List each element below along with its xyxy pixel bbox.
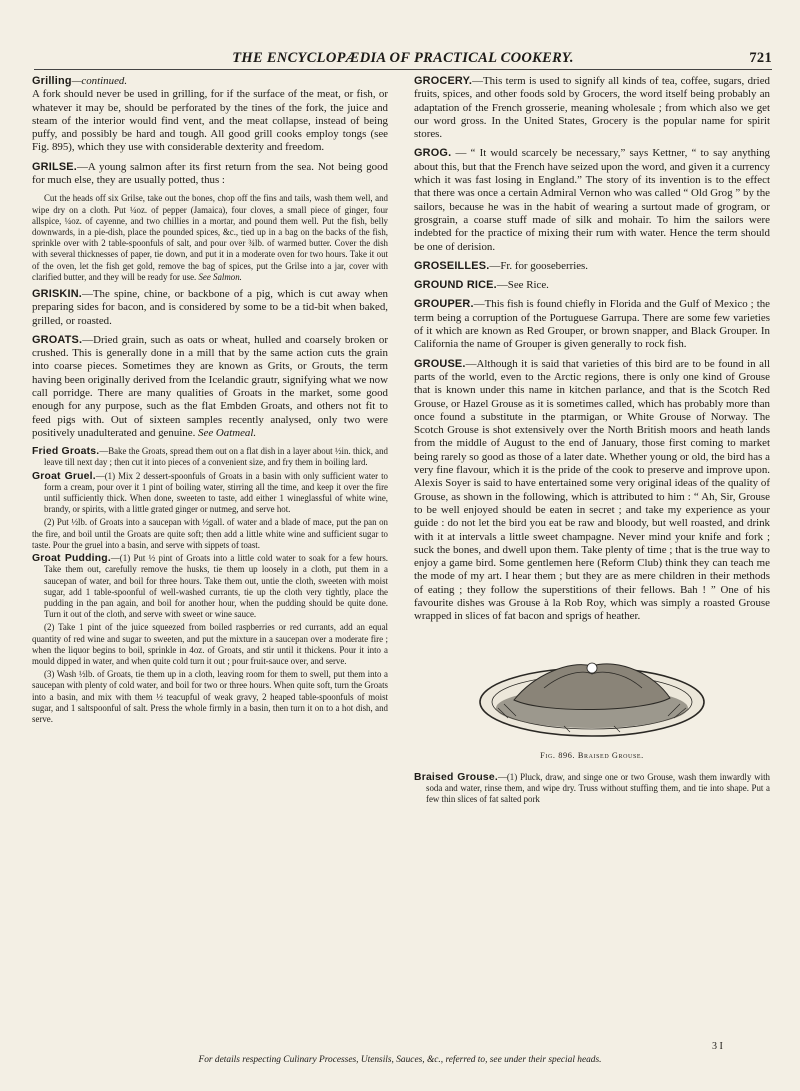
page-number: 721 — [749, 50, 772, 66]
braised-grouse-engraving — [474, 630, 710, 748]
recipe-braised-grouse: Braised Grouse.—(1) Pluck, draw, and singe one or two Grouse, wash them inwardly with soda and water, rinse them, and wipe dry. Truss without stuffing them, and tie into shape. Put a few thin slices of fat salted pork — [414, 771, 770, 805]
heading-griskin: GRISKIN. — [32, 288, 83, 300]
entry-grouper: GROUPER.—This fish is found chiefly in Florida and the Gulf of Mexico ; the term being a corruption of the Portuguese Garrupa. There are some few varieties of it which are known as Red Grouper, or brown snapper, and Black Grouper. In California the name of Grouper is given generally to rock fish. — [414, 298, 770, 351]
signature-mark: 3 I — [712, 1041, 723, 1052]
entry-grocery: GROCERY.—This term is used to signify all kinds of tea, coffee, sugars, dried fruits, spices, and other foods sold by Grocers, the word itself being probably an adaptation of the French grosserie, meaning wholesale ; from which also we get our word gross. In the United States, Grocery is the popular name for spirit stores. — [414, 75, 770, 141]
page-header — [34, 50, 772, 70]
running-title: THE ENCYCLOPÆDIA OF PRACTICAL COOKERY. — [232, 50, 574, 66]
heading-groat-pudding: Groat Pudding. — [32, 553, 111, 565]
heading-grouse: GROUSE. — [414, 357, 466, 370]
entry-grilse: GRILSE.—A young salmon after its first return from the sea. Not being good for much else, they are usually potted, thus : — [32, 160, 388, 187]
heading-grocery: GROCERY. — [414, 75, 473, 87]
heading-braised-grouse: Braised Grouse. — [414, 771, 498, 783]
braised-grouse-illustration — [414, 630, 770, 748]
heading-grilling: Grilling — [32, 75, 72, 87]
heading-groseilles: GROSEILLES. — [414, 259, 490, 272]
right-column — [414, 75, 770, 807]
entry-grouse: GROUSE.—Although it is said that varieties of this bird are to be found in all parts of the world, even to the Arctic regions, there is only one kind of Grouse that is known under this name in kitchen parlance, and that is the Scotch Red Grouse, or Hazel Grouse as it is sometimes called, which has probably more than once found a substitute in the ptarmigan, or White Grouse of Norway. The Scotch Grouse is shot extensively over the North British moors and heath lands from the middle of August to the end of January, those first coming to market being rarely so good as those of a later date. Whether young or old, the bird has a very fine flavour, which it is the pride of the cook to preserve and improve upon. Alexis Soyer is said to have entertained some very original ideas of the quality of Grouse, as shown in the following, which is attributed to him : “ Ah, Sir, Grouse to be well enjoyed should be eaten in secret ; and take my experience as your guide : do not let the bird you eat be raw and bloody, but well roasted, and drink with it at intervals a little sweet champagne. Never mind your knife and fork ; suck the bones, and dwell upon them. Take plenty of time ; that is the true way to enjoy a game bird. Some gentlemen here (Reform Club) think they can teach me the mode of my art. I hear them ; but they are as mere children in their methods of eating ; they follow the superstitions of their fellows. Bah ! ” One of his favourite dishes was Grouse à la Rob Roy, which was simply a roasted Grouse wrapped in slices of fat bacon and sprigs of heather. — [414, 357, 770, 623]
recipe-groat-pudding-2: (2) Take 1 pint of the juice squeezed from boiled raspberries or red currants, add an equal quantity of red wine and sugar to sweeten, and put the mixture in a saucepan over a moderate fire ; when the liquor begins to boil, sprinkle in 4oz. of Groats, and stir until it thickens. Pour it into a mould dipped in water, and when quite cold turn it out ; pour fruit-sauce over, and serve. — [32, 622, 388, 666]
entry-grilling: Grilling—continued. A fork should never be used in grilling, for if the surface of the meat, or fish, or whatever it may be, should be perforated by the tines of the fork, the juice and steam of the interior would find vent, and the meat collapse, instead of being puffy, and possibly be hard and tough. All good grill cooks employ tongs (see Fig. 895), which they use with considerable dexterity and freedom. — [32, 75, 388, 154]
heading-groat-gruel: Groat Gruel. — [32, 470, 96, 482]
heading-grog: GROG. — [414, 147, 452, 160]
heading-grilse: GRILSE. — [32, 160, 77, 173]
entry-grog: GROG. — “ It would scarcely be necessary,” says Kettner, “ to say anything about this, but that the French have seized upon the word, and given it a currency which it was fast losing in England.” The story of its invention is to the effect that there was once a certain Admiral Vernon who was called “ Old Grog ” by the sailors, because he was in the habit of wearing a surtout made of grogram, or grosgrain, a coarse stuff made of silk and mohair. To him the sailors were indebted for the practice of mixing their rum with water. Hence the term should be one of derision. — [414, 147, 770, 253]
heading-groats: GROATS. — [32, 333, 83, 346]
entry-groats: GROATS.—Dried grain, such as oats or wheat, hulled and coarsely broken or crushed. This is generally done in a mill that by the same action cuts the grain into coarse pieces. Sometimes they are known as Grits, or Grouts, the term having been originally derived from the Icelandic grautr, signifying what we now call porridge. There are many qualities of Groats in the market, some good enough for any purpose, such as the flat Embden Groats, and others not fit to feed pigs with. Out of sixteen samples recently analysed, only two were positively unadulterated and genuine. See Oatmeal. — [32, 333, 388, 439]
recipe-fried-groats: Fried Groats.—Bake the Groats, spread them out on a flat dish in a layer about ½in. thick, and leave till next day ; then cut it into pieces of a convenient size, and fry them in boiling lard. — [32, 446, 388, 468]
recipe-groat-pudding-3: (3) Wash ½lb. of Groats, tie them up in a cloth, leaving room for them to swell, put them into a saucepan with plenty of cold water, and boil for two or three hours. When quite soft, turn the Groats into a basin, and mix with them ½ teacupful of weak gravy, 2 heaped table-spoonfuls of moist sugar, and 1 saltspoonful of salt. Press the whole firmly in a basin, then turn it on to a hot dish, and serve. — [32, 669, 388, 724]
heading-ground-rice: GROUND RICE. — [414, 279, 497, 292]
recipe-grilse: Cut the heads off six Grilse, take out the bones, chop off the fins and tails, wash them well, and wipe dry on a cloth. Put ¼oz. of pepper (Jamaica), four cloves, a small piece of ginger, four allspice, ¼oz. of cayenne, and two chillies in a mortar, and pound them well. Put the fish, belly downwards, in a pie-dish, place the pounded spices, &c., tied up in a bag on the backs of the fish, sprinkle over with 2 table-spoonfuls of salt, and pour over ¾lb. of warmed butter. Cover the dish with several thicknesses of paper, tie down, and put it in a moderate oven for two hours. Take it out of the oven, let the fish get gold, remove the bag of spices, put the Grilse into a jar, cover with clarified butter, and they will be ready for use. See Salmon. — [32, 193, 388, 282]
entry-griskin: GRISKIN.—The spine, chine, or backbone of a pig, which is cut away when preparing sides for bacon, and is considered by some to be a tid-bit when baked, grilled, or roasted. — [32, 288, 388, 327]
entry-groseilles: GROSEILLES.—Fr. for gooseberries. — [414, 259, 589, 272]
heading-fried-groats: Fried Groats. — [32, 446, 100, 458]
header-rule — [34, 69, 772, 70]
recipe-groat-pudding-1: Groat Pudding.—(1) Put ½ pint of Groats into a little cold water to soak for a few hours. Take them out, carefully remove the husks, tie them up loosely in a cloth, put them in a saucepan of water, and boil for three hours. Take them out, untie the cloth, sweeten with moist sugar, add 1 table-spoonful of well-washed currants, tie up the cloth very tightly, place the pudding in the pan again, and boil for another hour, when the pudding should be quite done. Turn it out of the cloth, and serve with sweet or wine sauce. — [32, 553, 388, 620]
recipe-groat-gruel-1: Groat Gruel.—(1) Mix 2 dessert-spoonfuls of Groats in a basin with only sufficient water to form a cream, pour over it 1 pint of boiling water, stirring all the time, and keep it over the fire until sufficiently thick. When done, sweeten to taste, add either 1 wineglassful of white wine, brandy, or spirits, with a little grated ginger or nutmeg, and serve hot. — [32, 470, 388, 515]
figure-caption: Fig. 896. Braised Grouse. — [540, 750, 644, 760]
recipe-groat-gruel-2: (2) Put ½lb. of Groats into a saucepan with ½gall. of water and a blade of mace, put the pan on the fire, and boil until the Groats are quite soft; then add a little white wine and sufficient sugar to taste. Pour the gruel into a basin, and serve with sippets of toast. — [32, 517, 388, 550]
left-column — [32, 75, 388, 727]
page-footer: For details respecting Culinary Processes, Utensils, Sauces, &c., referred to, see under their special heads. — [198, 1055, 602, 1065]
entry-ground-rice: GROUND RICE.—See Rice. — [414, 279, 549, 292]
heading-grouper: GROUPER. — [414, 298, 474, 311]
